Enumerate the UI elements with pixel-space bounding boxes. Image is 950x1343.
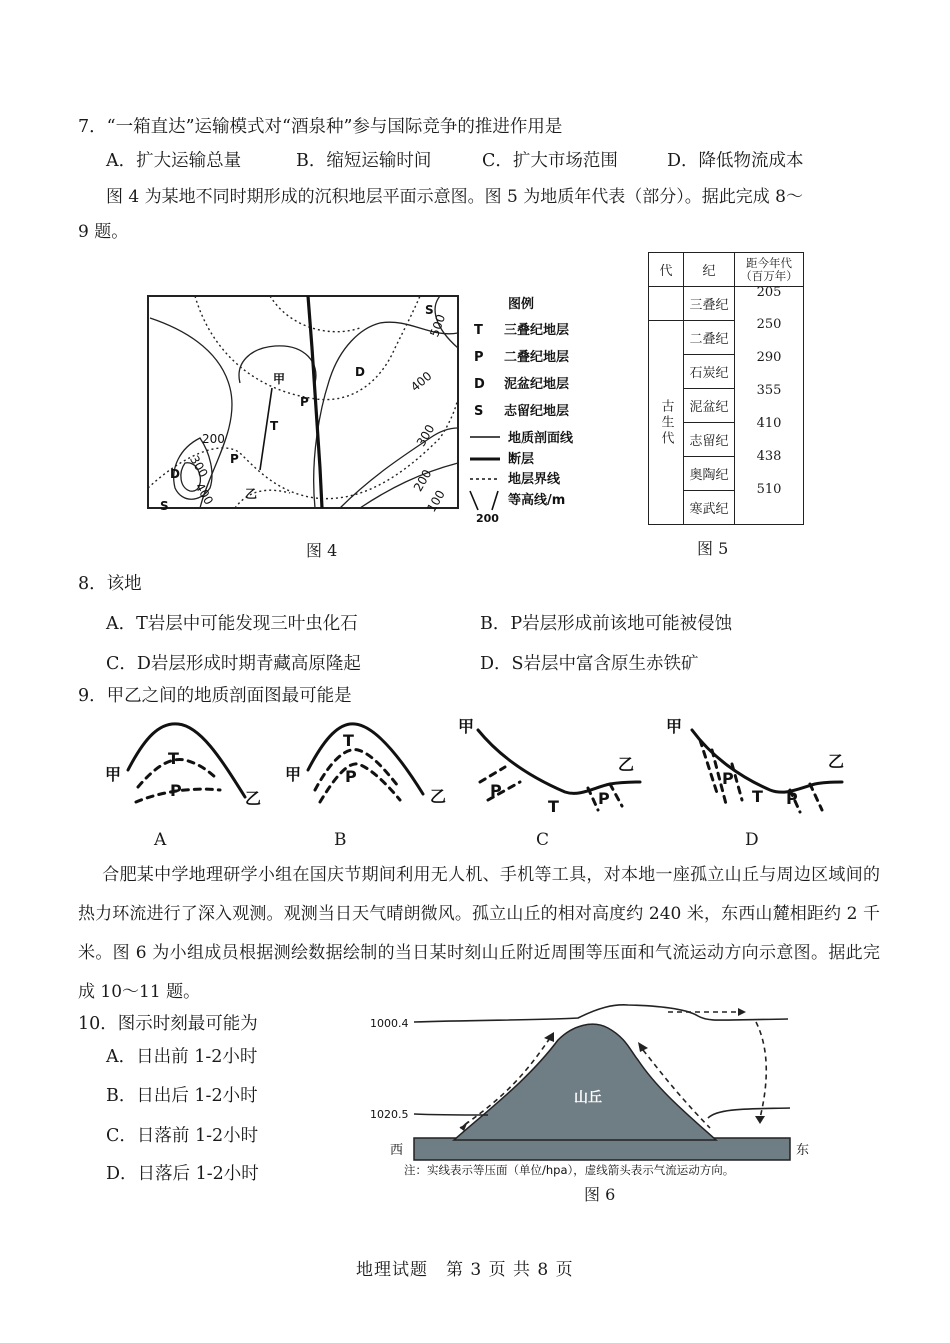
map-label-d2: D	[170, 467, 180, 481]
legend-sym-s: S	[474, 404, 484, 419]
q7-option-c: C．扩大市场范围	[482, 151, 618, 171]
contour-500: 500	[427, 312, 449, 339]
q7-stem: 7．“一箱直达”运输模式对“酒泉种”参与国际竞争的推进作用是	[78, 117, 563, 137]
age-438: 438	[756, 449, 782, 464]
q8-option-c: C．D岩层形成时期青藏高原隆起	[106, 654, 361, 674]
map-label-yi: 乙	[245, 487, 258, 501]
intro-10-11	[78, 856, 880, 1012]
q9c-yi: 乙	[618, 755, 635, 774]
q7-option-d: D．降低物流成本	[667, 151, 804, 171]
legend-text-boundary: 地层界线	[508, 472, 561, 487]
legend-sym-d: D	[474, 377, 485, 392]
q8-option-a: A．T岩层中可能发现三叶虫化石	[106, 614, 358, 634]
period-silurian: 志留纪	[684, 423, 735, 457]
period-carboniferous: 石炭纪	[684, 355, 735, 389]
legend-contour-value: 200	[476, 512, 499, 525]
intro-8-9-line1: 图 4 为某地不同时期形成的沉积地层平面示意图。图 5 为地质年代表（部分）。据此完成 8～	[106, 187, 803, 207]
page-footer: 地理试题 第 3 页 共 8 页	[356, 1260, 574, 1280]
legend-text-profile: 地质剖面线	[508, 431, 574, 446]
legend-sym-t: T	[474, 323, 483, 338]
figure-6-caption: 图 6	[584, 1185, 616, 1204]
q9b-yi: 乙	[430, 787, 447, 806]
legend-text-d: 泥盆纪地层	[504, 377, 570, 392]
isobar-top-label: 1000.4	[370, 1017, 409, 1030]
q9a-p: P	[170, 781, 182, 800]
figure-5-caption: 图 5	[697, 539, 729, 558]
map-label-d1: D	[355, 365, 365, 379]
era-paleozoic: 古生代	[649, 321, 684, 525]
q9c-t: T	[548, 797, 559, 816]
figure-4-caption: 图 4	[306, 541, 338, 560]
legend-text-contour: 等高线/m	[508, 493, 566, 508]
q10-option-a: A．日出前 1-2小时	[106, 1047, 258, 1067]
period-cambrian: 寒武纪	[684, 491, 735, 525]
q10-stem: 10．图示时刻最可能为	[78, 1014, 258, 1034]
period-ordovician: 奥陶纪	[684, 457, 735, 491]
period-permian: 二叠纪	[684, 321, 735, 355]
isobar-bottom-label: 1020.5	[370, 1108, 409, 1121]
q8-option-b: B．P岩层形成前该地可能被侵蚀	[480, 614, 733, 634]
q9-label-a: A	[154, 830, 167, 850]
map-label-p2: P	[230, 452, 239, 466]
q9-stem: 9．甲乙之间的地质剖面图最可能是	[78, 686, 352, 706]
q7-option-b: B．缩短运输时间	[296, 151, 432, 171]
table-header-period: 纪	[684, 253, 735, 287]
period-triassic: 三叠纪	[684, 287, 735, 321]
west-label: 西	[390, 1143, 404, 1158]
contour-300a: 300	[413, 422, 438, 449]
q9-label-c: C	[536, 830, 550, 850]
period-devonian: 泥盆纪	[684, 389, 735, 423]
q9d-p2: P	[786, 789, 798, 808]
table-header-age: 距今年代（百万年）	[735, 253, 804, 287]
age-205: 205	[756, 285, 782, 300]
age-290: 290	[756, 350, 782, 365]
q7-option-a: A．扩大运输总量	[106, 151, 242, 171]
figure-5-table	[648, 252, 804, 525]
q9d-yi: 乙	[828, 752, 845, 771]
map-label-s2: S	[160, 499, 169, 513]
figure-6-note: 注：实线表示等压面（单位/hpa），虚线箭头表示气流运动方向。	[404, 1163, 735, 1177]
age-410: 410	[756, 416, 782, 431]
contour-400b: 400	[192, 480, 217, 508]
q9a-yi: 乙	[245, 789, 262, 808]
intro-8-9-line2: 9 题。	[78, 222, 129, 242]
contour-300b: 300	[187, 453, 211, 480]
q9c-p2: P	[598, 789, 610, 808]
figure-6-diagram	[368, 1000, 818, 1180]
legend-text-p: 二叠纪地层	[504, 350, 570, 365]
q9a-jia: 甲	[105, 765, 122, 784]
legend-text-t: 三叠纪地层	[504, 323, 570, 338]
q9c-jia: 甲	[458, 717, 475, 736]
q9b-p: P	[345, 767, 357, 786]
q10-option-c: C．日落前 1-2小时	[106, 1126, 259, 1146]
q10-option-d: D．日落后 1-2小时	[106, 1164, 259, 1184]
contour-100: 100	[424, 487, 448, 515]
hill-label: 山丘	[574, 1090, 602, 1106]
legend-title: 图例	[508, 297, 535, 312]
q9b-jia: 甲	[285, 765, 302, 784]
map-label-jia: 甲	[273, 372, 286, 386]
legend-sym-p: P	[474, 350, 484, 365]
map-label-t1: T	[270, 419, 279, 433]
legend-text-fault: 断层	[508, 452, 535, 467]
contour-200b: 200	[202, 432, 225, 446]
table-header-era: 代	[649, 253, 684, 287]
q9a-t: T	[168, 749, 179, 768]
figure-4-map	[140, 288, 600, 528]
q9d-jia: 甲	[666, 717, 683, 736]
legend-text-s: 志留纪地层	[504, 404, 570, 419]
map-label-p1: P	[300, 395, 309, 409]
q9d-t: T	[752, 787, 763, 806]
age-510: 510	[756, 482, 782, 497]
q9d-p1: P	[722, 769, 734, 788]
q9-label-b: B	[334, 830, 347, 850]
q10-option-b: B．日出后 1-2小时	[106, 1086, 258, 1106]
age-355: 355	[756, 383, 782, 398]
q8-stem: 8．该地	[78, 574, 142, 594]
q9-label-d: D	[745, 830, 759, 850]
q9c-p1: P	[490, 781, 502, 800]
intro-10-11-text: 合肥某中学地理研学小组在国庆节期间利用无人机、手机等工具，对本地一座孤立山丘与周边区域间的热力环流进行了深入观测。观测当日天气晴朗微风。孤立山丘的相对高度约 240 米，东西山麓相距约 2 千米。图 6 为小组成员根据测绘数据绘制的当日某时刻山丘附近周围等压面和气流运动方向示意图。据此完成 10～11 题。	[78, 865, 880, 1002]
contour-400a: 400	[408, 368, 435, 395]
age-250: 250	[756, 317, 782, 332]
q8-option-d: D．S岩层中富含原生赤铁矿	[480, 654, 699, 674]
map-label-s1: S	[425, 303, 434, 317]
q9b-t: T	[343, 731, 354, 750]
east-label: 东	[796, 1143, 810, 1158]
contour-200a: 200	[410, 467, 435, 494]
